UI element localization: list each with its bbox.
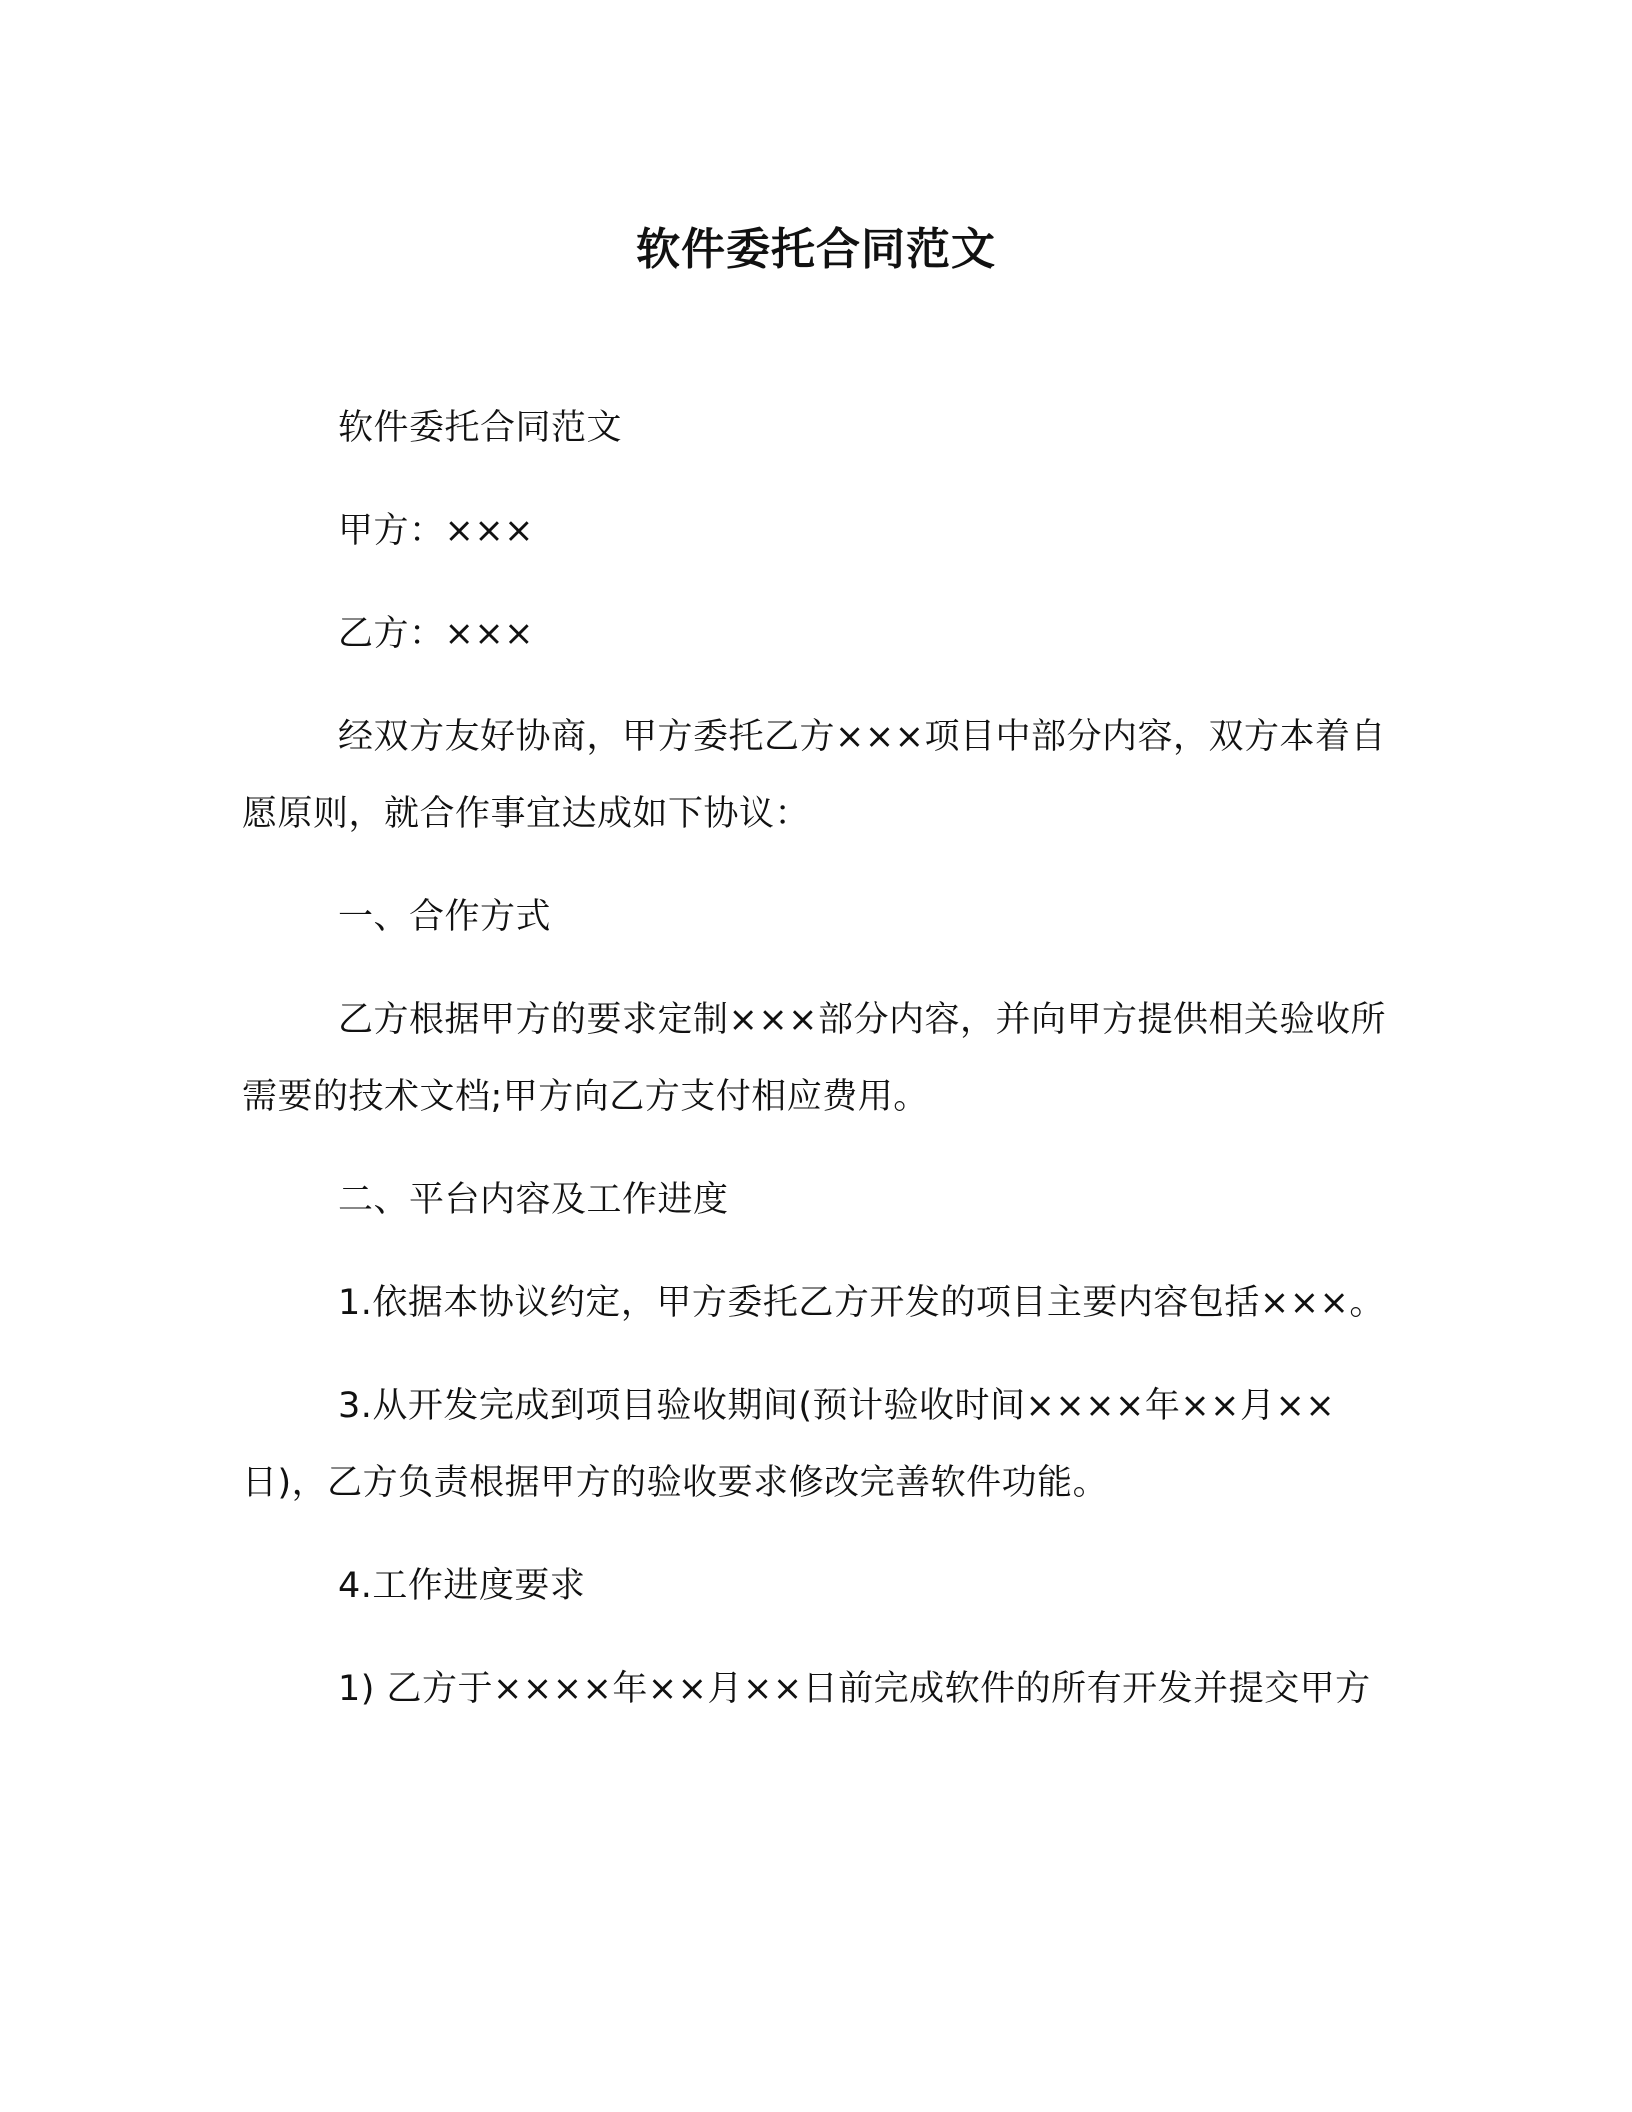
paragraph-subtitle: 软件委托合同范文 bbox=[338, 408, 623, 448]
section-heading-cooperation: 一、合作方式 bbox=[338, 897, 552, 937]
paragraph-party-a: 甲方：××× bbox=[338, 511, 534, 551]
paragraph-item-1: 1.依据本协议约定，甲方委托乙方开发的项目主要内容包括×××。 bbox=[338, 1283, 1385, 1323]
section-heading-platform-progress: 二、平台内容及工作进度 bbox=[338, 1180, 729, 1220]
document-title: 软件委托合同范文 bbox=[636, 224, 996, 275]
document-body bbox=[242, 390, 1390, 1754]
paragraph-item-4: 4.工作进度要求 bbox=[338, 1566, 586, 1606]
paragraph-item-3: 3.从开发完成到项目验收期间(预计验收时间××××年××月××日)，乙方负责根据甲方的验收要求修改完善软件功能。 bbox=[242, 1386, 1336, 1503]
paragraph-subitem-1: 1) 乙方于××××年××月××日前完成软件的所有开发并提交甲方 bbox=[338, 1669, 1371, 1709]
paragraph-party-b: 乙方：××× bbox=[338, 614, 534, 654]
paragraph-cooperation: 乙方根据甲方的要求定制×××部分内容，并向甲方提供相关验收所需要的技术文档;甲方向乙方支付相应费用。 bbox=[242, 1000, 1386, 1117]
paragraph-preamble: 经双方友好协商，甲方委托乙方×××项目中部分内容，双方本着自愿原则，就合作事宜达成如下协议： bbox=[242, 717, 1386, 834]
